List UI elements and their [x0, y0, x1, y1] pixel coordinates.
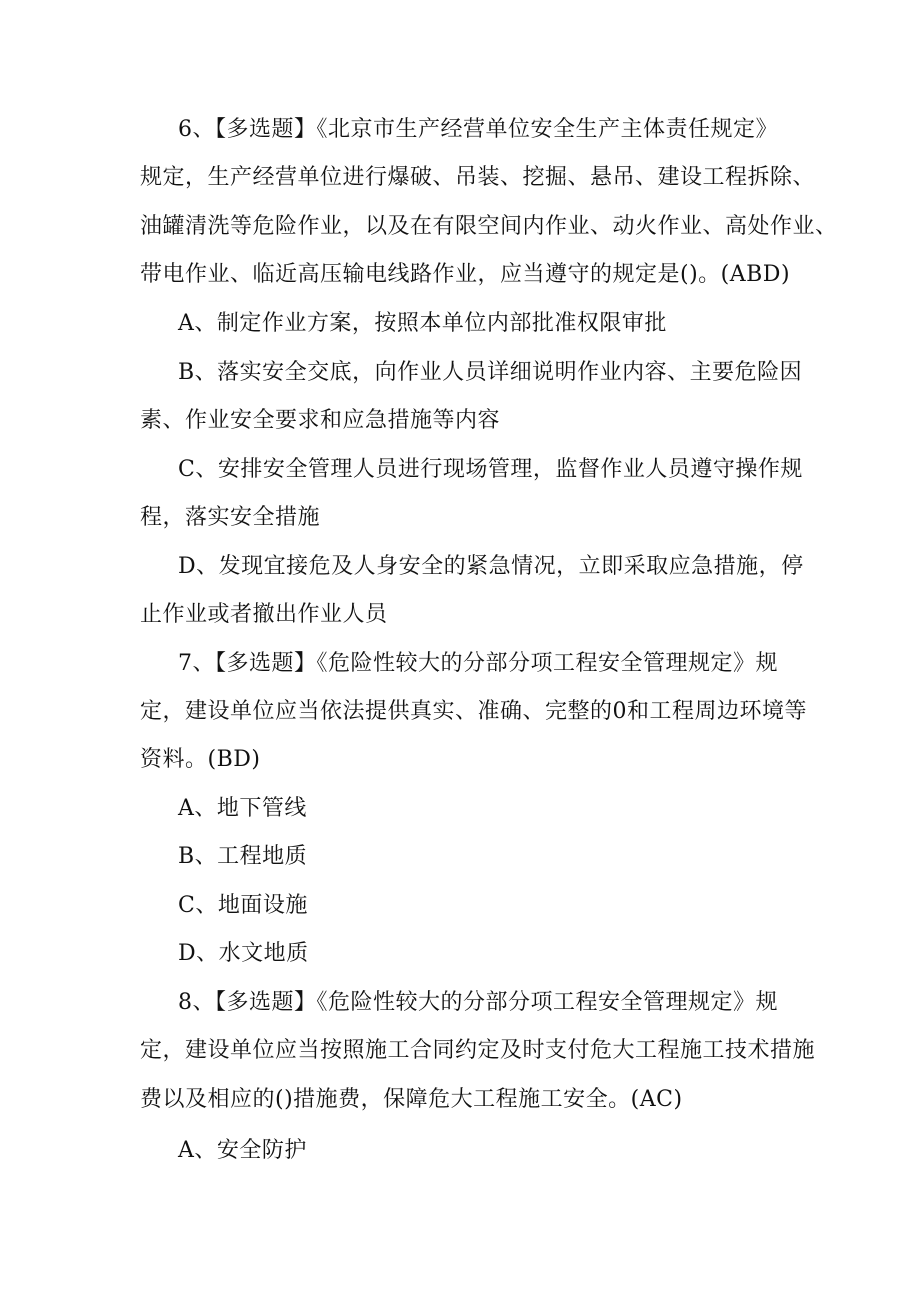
q6-option-c-line-2: 程，落实安全措施 — [140, 505, 321, 530]
question-7-line-1: 7、【多选题】《危险性较大的分部分项工程安全管理规定》规 — [178, 651, 778, 676]
question-6-line-4: 带电作业、临近高压输电线路作业，应当遵守的规定是()。(ABD) — [140, 262, 791, 287]
question-6-line-1: 6、【多选题】《北京市生产经营单位安全生产主体责任规定》 — [178, 117, 778, 142]
q8-option-a: A、安全防护 — [178, 1138, 307, 1163]
q7-option-d: D、水文地质 — [178, 941, 309, 966]
q6-option-d-line-2: 止作业或者撤出作业人员 — [140, 602, 388, 627]
q6-option-c-line-1: C、安排安全管理人员进行现场管理，监督作业人员遵守操作规 — [178, 457, 803, 482]
q7-option-c: C、地面设施 — [178, 893, 308, 918]
q7-option-a: A、地下管线 — [178, 796, 307, 821]
question-6-line-2: 规定，生产经营单位进行爆破、吊装、挖掘、悬吊、建设工程拆除、 — [140, 165, 816, 190]
q6-option-b-line-2: 素、作业安全要求和应急措施等内容 — [140, 408, 501, 433]
q6-option-d-line-1: D、发现宜接危及人身安全的紧急情况，立即采取应急措施，停 — [178, 554, 804, 579]
q6-option-b-line-1: B、落实安全交底，向作业人员详细说明作业内容、主要危险因 — [178, 360, 803, 385]
q6-option-a: A、制定作业方案，按照本单位内部批准权限审批 — [178, 311, 667, 336]
q7-option-b: B、工程地质 — [178, 844, 308, 869]
question-6-line-3: 油罐清洗等危险作业，以及在有限空间内作业、动火作业、高处作业、 — [140, 214, 838, 239]
question-7-line-2: 定，建设单位应当依法提供真实、准确、完整的0和工程周边环境等 — [140, 699, 807, 724]
question-8-line-3: 费以及相应的()措施费，保障危大工程施工安全。(AC) — [140, 1087, 683, 1112]
question-8-line-1: 8、【多选题】《危险性较大的分部分项工程安全管理规定》规 — [178, 990, 778, 1015]
question-8-line-2: 定，建设单位应当按照施工合同约定及时支付危大工程施工技术措施 — [140, 1038, 816, 1063]
question-7-line-3: 资料。(BD) — [140, 747, 261, 772]
